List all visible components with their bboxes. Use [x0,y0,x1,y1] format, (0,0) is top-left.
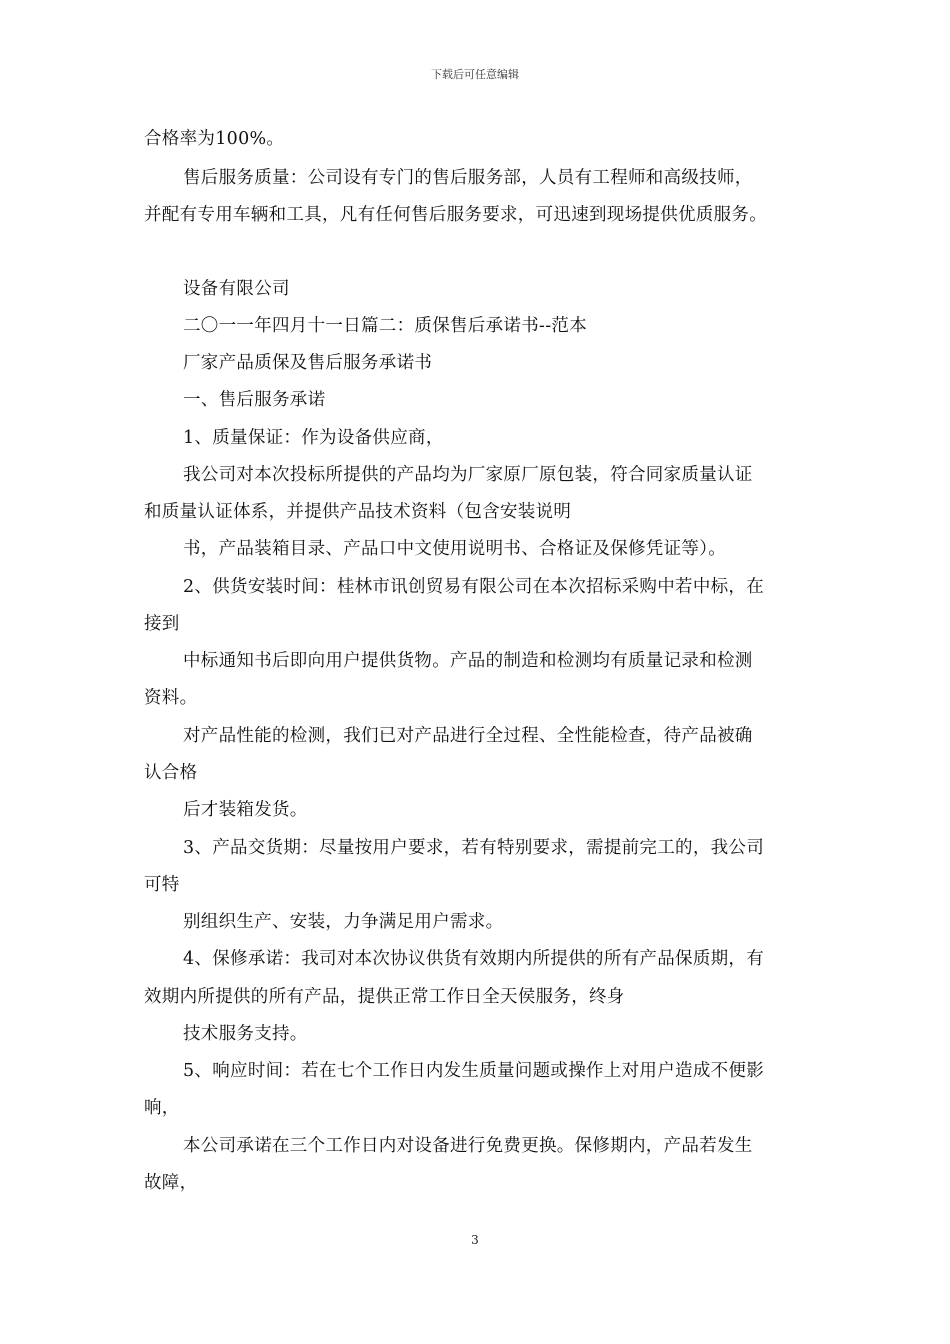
text-line: 后才装箱发货。 [183,800,308,820]
text-line: 我公司对本次投标所提供的产品均为厂家原厂原包装，符合同家质量认证 [183,465,753,485]
text-line: 5、响应时间：若在七个工作日内发生质量问题或操作上对用户造成不便影 [183,1061,765,1081]
page-number: 3 [471,1233,479,1247]
text-line: 资料。 [144,688,198,708]
text-line: 一、售后服务承诺 [183,390,326,410]
text-line: 响， [144,1098,180,1118]
text-line: 中标通知书后即向用户提供货物。产品的制造和检测均有质量记录和检测 [183,651,753,671]
text-line: 本公司承诺在三个工作日内对设备进行免费更换。保修期内，产品若发生 [183,1136,753,1156]
text-line: 可特 [144,875,180,895]
text-line: 和质量认证体系，并提供产品技术资料（包含安装说明 [144,502,572,522]
page-header: 下载后可任意编辑 [431,68,519,81]
text-line: 二〇一一年四月十一日篇二：质保售后承诺书--范本 [183,316,588,336]
text-line: 2、供货安装时间：桂林市讯创贸易有限公司在本次招标采购中若中标，在 [183,577,765,597]
text-line: 认合格 [144,763,198,783]
text-line: 1、质量保证：作为设备供应商， [183,428,444,448]
text-line: 并配有专用车辆和工具，凡有任何售后服务要求，可迅速到现场提供优质服务。 [144,205,767,225]
text-line: 别组织生产、安装，力争满足用户需求。 [183,912,504,932]
text-line: 售后服务质量：公司设有专门的售后服务部，人员有工程师和高级技师， [183,168,753,188]
text-line: 3、产品交货期：尽量按用户要求，若有特别要求，需提前完工的，我公司 [183,838,765,858]
text-line: 4、保修承诺：我司对本次协议供货有效期内所提供的所有产品保质期，有 [183,949,765,969]
text-line: 书，产品装箱目录、产品口中文使用说明书、合格证及保修凭证等）。 [183,539,727,559]
text-line: 效期内所提供的所有产品，提供正常工作日全天侯服务，终身 [144,987,625,1007]
text-line: 技术服务支持。 [183,1024,308,1044]
text-line: 合格率为100%。 [144,129,285,149]
text-line: 厂家产品质保及售后服务承诺书 [183,353,433,373]
text-line: 故障， [144,1173,198,1193]
text-line: 接到 [144,614,180,634]
text-line: 设备有限公司 [183,279,290,299]
text-line: 对产品性能的检测，我们已对产品进行全过程、全性能检查，待产品被确 [183,726,753,746]
